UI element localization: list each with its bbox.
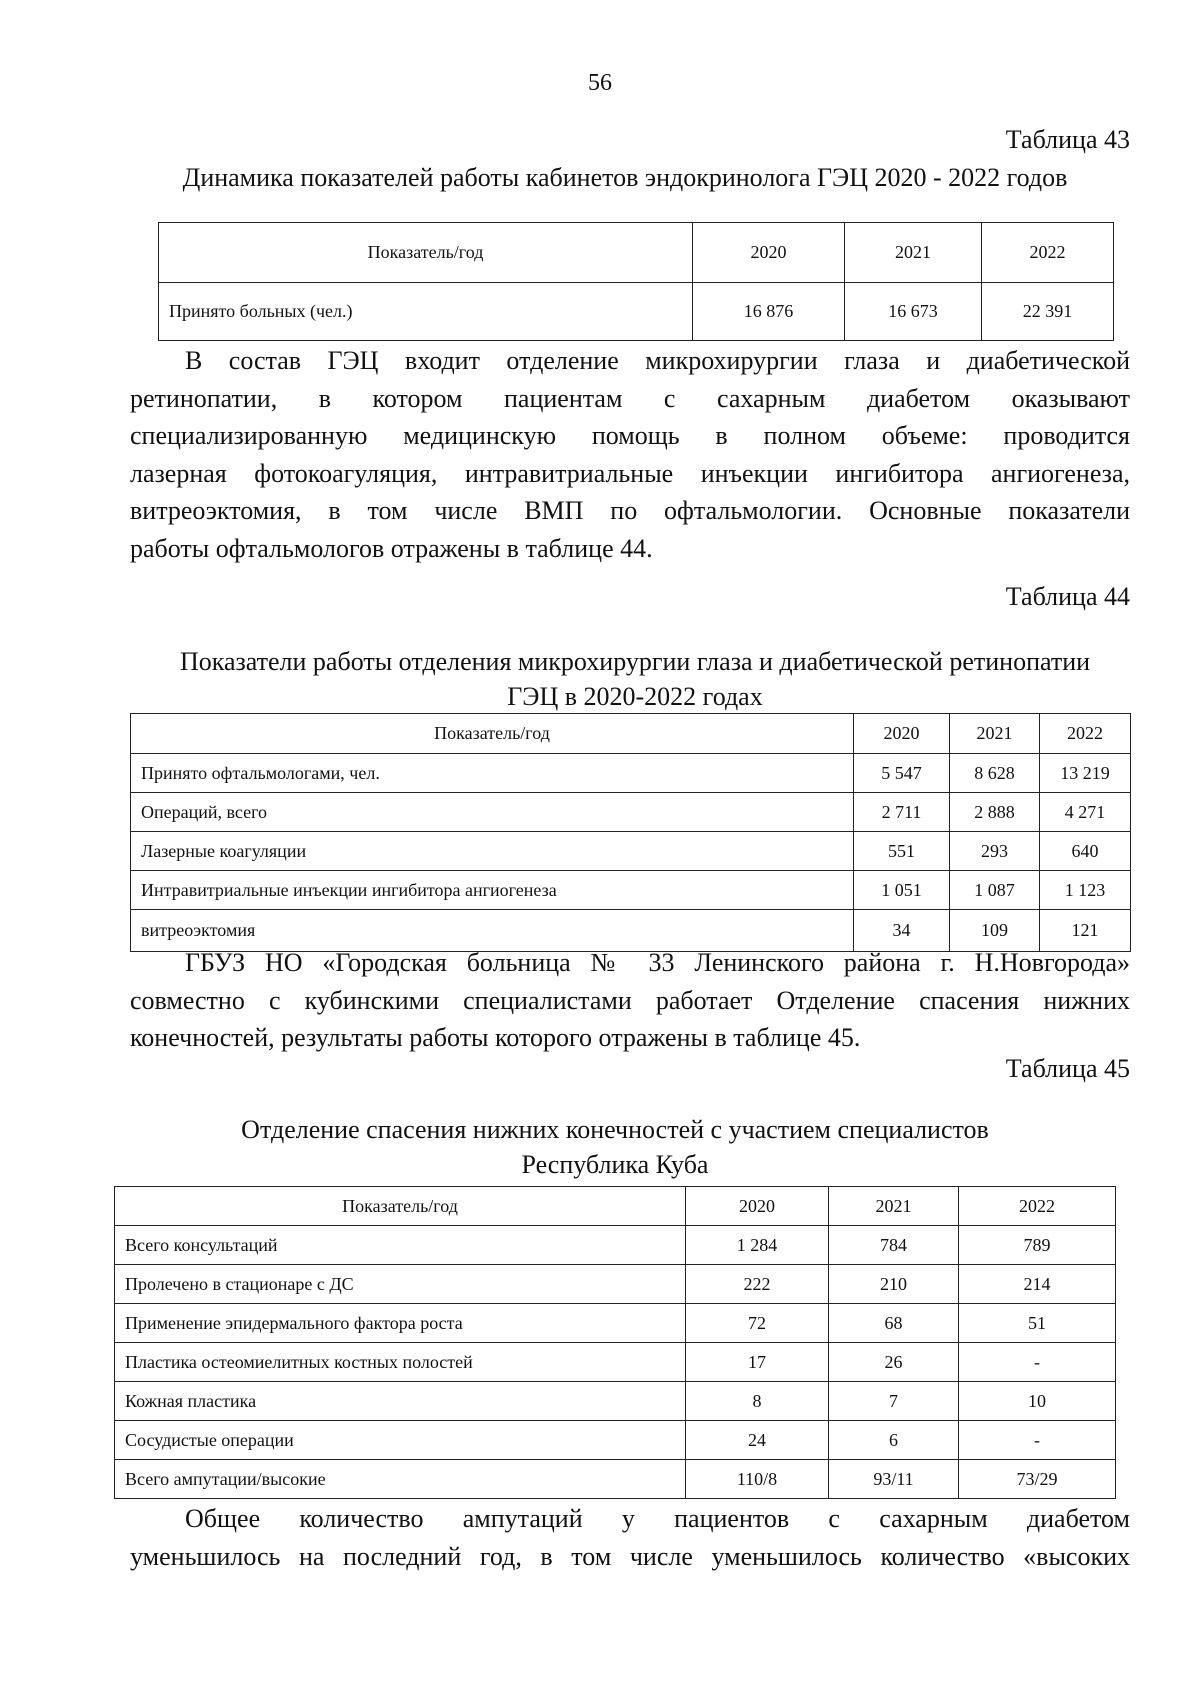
table-45-caption [115, 1112, 1115, 1182]
row-label-cell: Принято больных (чел.) [159, 283, 693, 341]
value-cell: 1 123 [1040, 871, 1131, 910]
table-row [115, 1304, 1116, 1343]
table-row [115, 1460, 1116, 1499]
header-cell: 2021 [845, 223, 982, 283]
table-row [131, 793, 1131, 832]
caption-line: ГЭЦ в 2020-2022 годах [507, 682, 763, 711]
value-cell: 784 [829, 1226, 959, 1265]
table-row [115, 1265, 1116, 1304]
row-label-cell: Сосудистые операции [115, 1421, 686, 1460]
value-cell: 24 [686, 1421, 829, 1460]
value-cell: 640 [1040, 832, 1131, 871]
text-line: работы офтальмологов отражены в таблице 44. [130, 533, 653, 563]
page-number: 56 [588, 70, 612, 96]
value-cell: 1 051 [854, 871, 950, 910]
paragraph-1 [130, 342, 1130, 567]
header-cell: Показатель/год [115, 1187, 686, 1226]
value-cell: 293 [950, 832, 1040, 871]
row-label-cell: Всего ампутации/высокие [115, 1460, 686, 1499]
value-cell: 4 271 [1040, 793, 1131, 832]
value-cell: 789 [959, 1226, 1116, 1265]
table-45-label: Таблица 45 [1005, 1054, 1130, 1083]
value-cell: 551 [854, 832, 950, 871]
header-cell: 2022 [1040, 714, 1131, 754]
header-cell: 2021 [950, 714, 1040, 754]
table-45 [114, 1186, 1116, 1499]
header-cell: 2020 [686, 1187, 829, 1226]
table-44 [130, 713, 1131, 952]
value-cell: 10 [959, 1382, 1116, 1421]
value-cell: 26 [829, 1343, 959, 1382]
paragraph-3 [130, 1500, 1130, 1575]
table-row [131, 832, 1131, 871]
caption-line: Показатели работы отделения микрохирургии глаза и диабетической ретинопатии [179, 647, 1091, 676]
value-cell: 73/29 [959, 1460, 1116, 1499]
value-cell: 109 [950, 910, 1040, 952]
value-cell: 16 673 [845, 283, 982, 341]
caption-line: Отделение спасения нижних конечностей с участием специалистов [241, 1115, 989, 1144]
header-cell: 2022 [959, 1187, 1116, 1226]
table-43-caption: Динамика показателей работы кабинетов эндокринолога ГЭЦ 2020 - 2022 годов [182, 163, 1068, 192]
table-header-row [115, 1187, 1116, 1226]
value-cell: 8 628 [950, 754, 1040, 793]
row-label-cell: Всего консультаций [115, 1226, 686, 1265]
table-header-row [131, 714, 1131, 754]
table-row [115, 1421, 1116, 1460]
table-44-caption [100, 644, 1170, 714]
table-row [131, 871, 1131, 910]
value-cell: 22 391 [982, 283, 1114, 341]
caption-line: Республика Куба [521, 1150, 709, 1179]
value-cell: 1 284 [686, 1226, 829, 1265]
header-cell: 2020 [854, 714, 950, 754]
text-line: специализированную медицинскую помощь в полном объеме: проводится [130, 421, 1130, 450]
row-label-cell: Принято офтальмологами, чел. [131, 754, 854, 793]
text-line: ГБУЗ НО «Городская больница № 33 Ленинского района г. Н.Новгорода» [185, 948, 1130, 977]
row-label-cell: Операций, всего [131, 793, 854, 832]
text-line: лазерная фотокоагуляция, интравитриальные инъекции ингибитора ангиогенеза, [130, 458, 1130, 488]
paragraph-2 [130, 944, 1130, 1057]
table-row [115, 1382, 1116, 1421]
value-cell: 68 [829, 1304, 959, 1343]
header-cell: 2022 [982, 223, 1114, 283]
value-cell: 110/8 [686, 1460, 829, 1499]
row-label-cell: Интравитриальные инъекции ингибитора ангиогенеза [131, 871, 854, 910]
row-label-cell: Кожная пластика [115, 1382, 686, 1421]
row-label-cell: Пролечено в стационаре с ДС [115, 1265, 686, 1304]
text-line: Общее количество ампутаций у пациентов с сахарным диабетом [185, 1504, 1130, 1533]
value-cell: 51 [959, 1304, 1116, 1343]
value-cell: 7 [829, 1382, 959, 1421]
row-label-cell: Пластика остеомиелитных костных полостей [115, 1343, 686, 1382]
value-cell: 210 [829, 1265, 959, 1304]
table-row [115, 1226, 1116, 1265]
table-43 [158, 222, 1114, 341]
value-cell: 2 888 [950, 793, 1040, 832]
value-cell: - [959, 1421, 1116, 1460]
header-cell: 2020 [693, 223, 845, 283]
text-line: ретинопатии, в котором пациентам с сахарным диабетом оказывают [130, 383, 1130, 413]
header-cell: 2021 [829, 1187, 959, 1226]
value-cell: 214 [959, 1265, 1116, 1304]
value-cell: 5 547 [854, 754, 950, 793]
value-cell: 93/11 [829, 1460, 959, 1499]
value-cell: 222 [686, 1265, 829, 1304]
text-line: конечностей, результаты работы которого отражены в таблице 45. [130, 1023, 861, 1052]
header-cell: Показатель/год [131, 714, 854, 754]
row-label-cell: витреоэктомия [131, 910, 854, 952]
value-cell: 34 [854, 910, 950, 952]
text-line: уменьшилось на последний год, в том числе уменьшилось количество «высоких [130, 1541, 1130, 1571]
value-cell: 17 [686, 1343, 829, 1382]
table-44-label: Таблица 44 [1005, 582, 1130, 611]
table-row [131, 754, 1131, 793]
value-cell: 1 087 [950, 871, 1040, 910]
value-cell: 6 [829, 1421, 959, 1460]
table-row [159, 283, 1114, 341]
header-cell: Показатель/год [159, 223, 693, 283]
value-cell: 2 711 [854, 793, 950, 832]
value-cell: 121 [1040, 910, 1131, 952]
row-label-cell: Применение эпидермального фактора роста [115, 1304, 686, 1343]
value-cell: 16 876 [693, 283, 845, 341]
table-header-row [159, 223, 1114, 283]
value-cell: 8 [686, 1382, 829, 1421]
text-line: В состав ГЭЦ входит отделение микрохирургии глаза и диабетической [185, 346, 1130, 375]
table-43-label: Таблица 43 [1005, 125, 1130, 154]
row-label-cell: Лазерные коагуляции [131, 832, 854, 871]
value-cell: 13 219 [1040, 754, 1131, 793]
value-cell: 72 [686, 1304, 829, 1343]
value-cell: - [959, 1343, 1116, 1382]
text-line: витреоэктомия, в том числе ВМП по офтальмологии. Основные показатели [130, 496, 1130, 525]
text-line: совместно с кубинскими специалистами работает Отделение спасения нижних [130, 985, 1130, 1015]
table-row [115, 1343, 1116, 1382]
